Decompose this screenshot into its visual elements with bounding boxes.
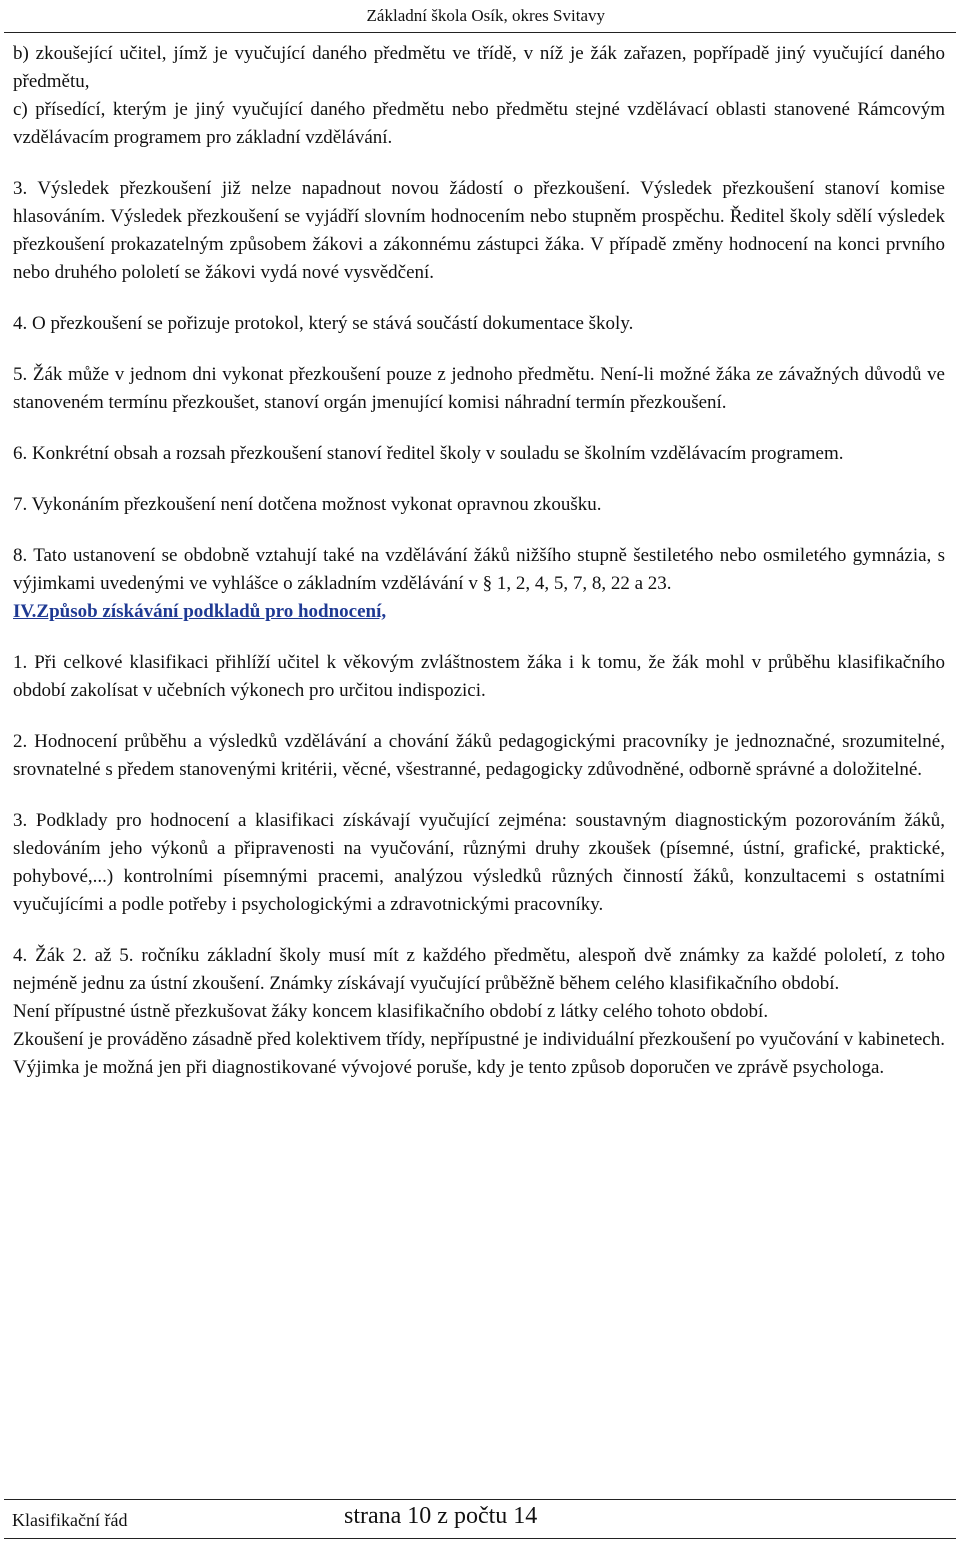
- section-paragraph-4: 4. Žák 2. až 5. ročníku základní školy musí mít z každého předmětu, alespoň dvě známky za každé pololetí, z toho nejméně jednu za ústní zkoušení. Známky získávají vyučující průběžně během celého klasifikačního období.: [13, 945, 945, 994]
- page-footer: [4, 1499, 956, 1539]
- paragraph-6: 6. Konkrétní obsah a rozsah přezkoušení stanoví ředitel školy v souladu se školním vzdělávacím programem.: [13, 443, 844, 464]
- section-paragraph-1: 1. Při celkové klasifikaci přihlíží učitel k věkovým zvláštnostem žáka i k tomu, že žák mohl v průběhu klasifikačního období zakolísat v učebních výkonech pro určitou indispozici.: [13, 652, 945, 701]
- header-divider: [4, 32, 956, 33]
- document-body: [13, 40, 945, 1082]
- paragraph-3: 3. Výsledek přezkoušení již nelze napadnout novou žádostí o přezkoušení. Výsledek přezkoušení stanoví komise hlasováním. Výsledek přezkoušení se vyjádří slovním hodnocením nebo stupněm prospěchu. Ředitel školy sdělí výsledek přezkoušení prokazatelným způsobem žákovi a zákonnému zástupci žáka. V případě změny hodnocení na konci prvního nebo druhého pololetí se žákovi vydá nové vysvědčení.: [13, 178, 945, 283]
- page-number: strana 10 z počtu 14: [344, 1503, 538, 1529]
- footer-label: Klasifikační řád: [12, 1510, 128, 1530]
- paragraph-8: 8. Tato ustanovení se obdobně vztahují také na vzdělávání žáků nižšího stupně šestiletého nebo osmiletého gymnázia, s výjimkami uvedenými ve vyhlášce o základním vzdělávání v § 1, 2, 4, 5, 7, 8, 22 a 23.: [13, 545, 945, 594]
- paragraph-b: b) zkoušející učitel, jímž je vyučující daného předmětu ve třídě, v níž je žák zařazen, popřípadě jiný vyučující daného předmětu,: [13, 43, 945, 92]
- section-paragraph-3: 3. Podklady pro hodnocení a klasifikaci získávají vyučující zejména: soustavným diagnostickým pozorováním žáků, sledováním jeho výkonů a připravenosti na vyučování, různými druhy zkoušek (písemné, ústní, grafické, praktické, pohybové,...) kontrolními písemnými pracemi, analýzou výsledků různých činností žáků, konzultacemi s ostatními vyučujícími a podle potřeby i psychologickými a zdravotnickými pracovníky.: [13, 810, 945, 915]
- paragraph-7: 7. Vykonáním přezkoušení není dotčena možnost vykonat opravnou zkoušku.: [13, 494, 602, 515]
- section-paragraph-2: 2. Hodnocení průběhu a výsledků vzdělávání a chování žáků pedagogickými pracovníky je jednoznačné, srozumitelné, srovnatelné s předem stanovenými kritérii, věcné, všestranné, pedagogicky zdůvodněné, odborně správné a doložitelné.: [13, 731, 945, 780]
- paragraph-4: 4. O přezkoušení se pořizuje protokol, který se stává součástí dokumentace školy.: [13, 313, 634, 334]
- section-heading: IV.Způsob získávání podkladů pro hodnocení,: [13, 601, 387, 622]
- section-paragraph-4-rule: Zkoušení je prováděno zásadně před kolektivem třídy, nepřípustné je individuální přezkoušení po vyučování v kabinetech. Výjimka je možná jen při diagnostikované vývojové poruše, kdy je tento způsob doporučen ve zprávě psychologa.: [13, 1029, 945, 1078]
- section-paragraph-4-note: Není přípustné ústně přezkušovat žáky koncem klasifikačního období z látky celého tohoto období.: [13, 1001, 769, 1022]
- paragraph-5: 5. Žák může v jednom dni vykonat přezkoušení pouze z jednoho předmětu. Není-li možné žáka ze závažných důvodů ve stanoveném termínu přezkoušet, stanoví orgán jmenující komisi náhradní termín přezkoušení.: [13, 364, 945, 413]
- paragraph-c: c) přísedící, kterým je jiný vyučující daného předmětu nebo předmětu stejné vzdělávací oblasti stanovené Rámcovým vzdělávacím programem pro základní vzdělávání.: [13, 99, 945, 148]
- page-header: Základní škola Osík, okres Svitavy: [366, 6, 605, 25]
